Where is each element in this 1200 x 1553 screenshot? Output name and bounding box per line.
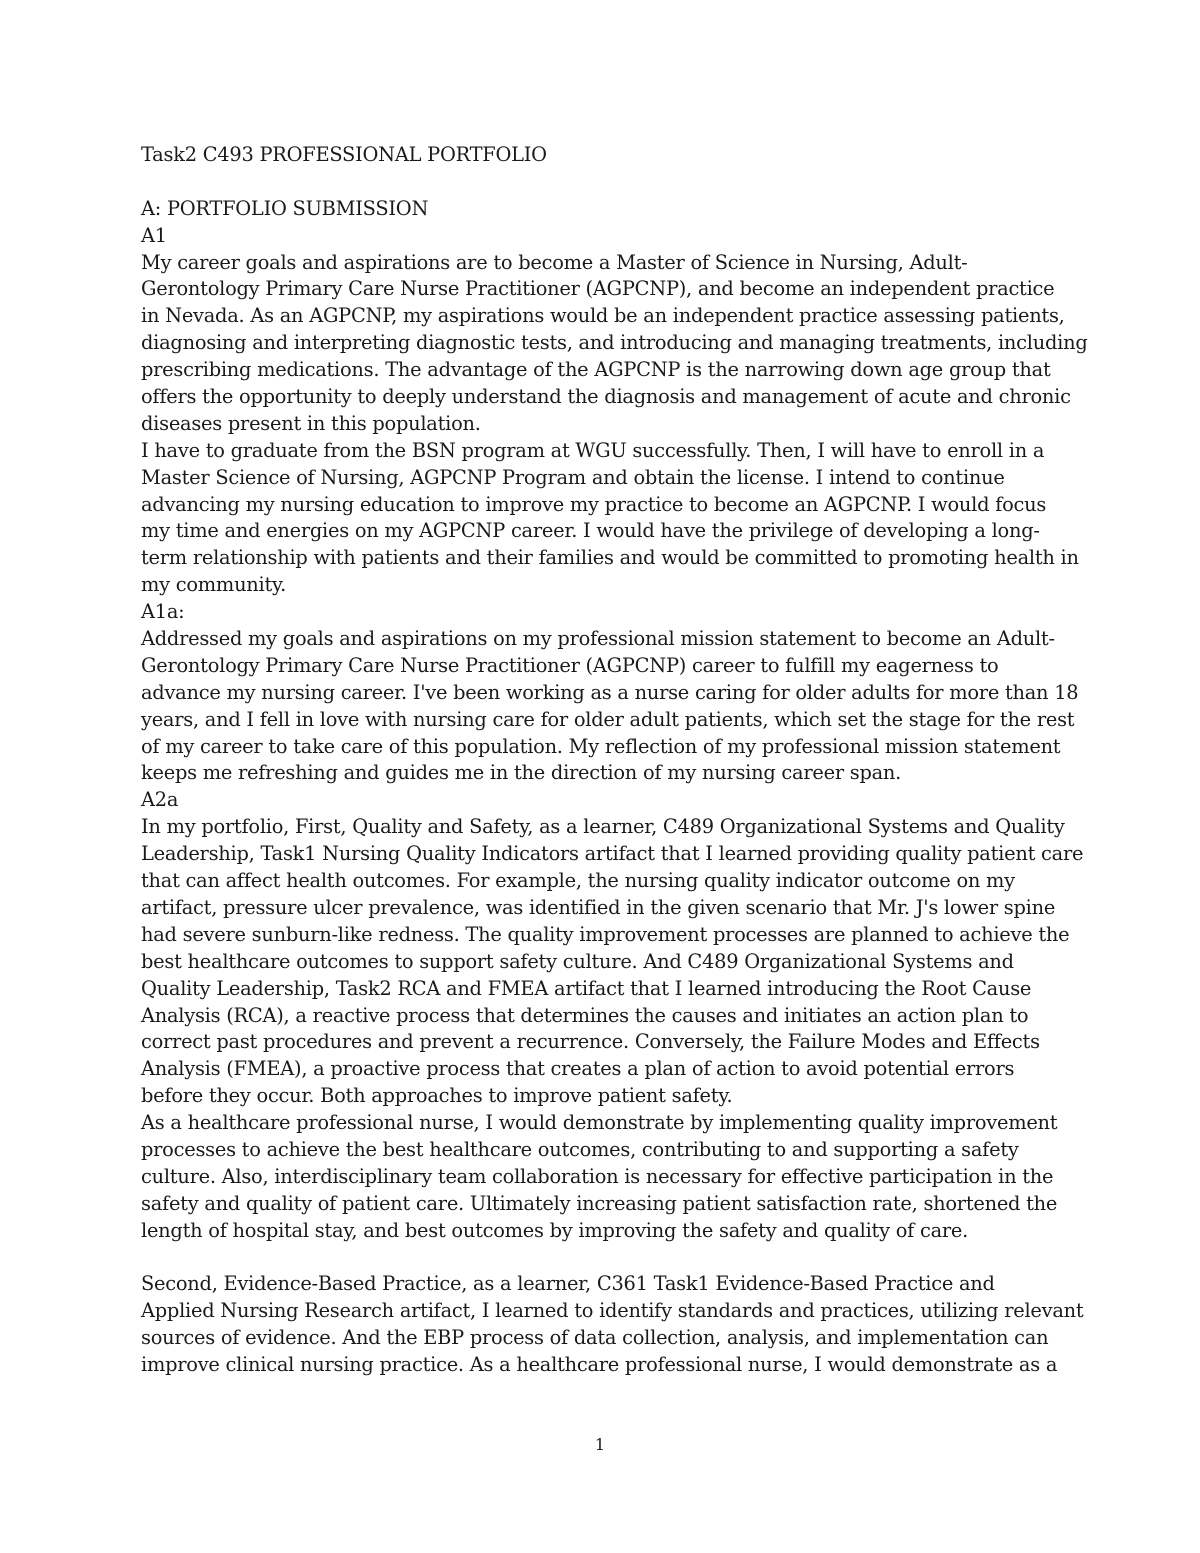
text-line: diseases present in this population. <box>141 411 481 435</box>
text-line: best healthcare outcomes to support safety culture. And C489 Organizational Systems and <box>141 949 1014 973</box>
text-line: Second, Evidence-Based Practice, as a learner, C361 Task1 Evidence-Based Practice and <box>141 1272 995 1296</box>
text-line: offers the opportunity to deeply understand the diagnosis and management of acute and chronic <box>141 385 1071 409</box>
text-line: culture. Also, interdisciplinary team collaboration is necessary for effective participation in the <box>141 1164 1054 1188</box>
text-line: Applied Nursing Research artifact, I learned to identify standards and practices, utilizing relevant <box>141 1299 1084 1323</box>
text-line: safety and quality of patient care. Ultimately increasing patient satisfaction rate, shortened the <box>141 1191 1058 1215</box>
text-line: of my career to take care of this population. My reflection of my professional mission statement <box>141 734 1061 758</box>
a2a-paragraph-3 <box>141 1271 1084 1379</box>
text-line: prescribing medications. The advantage of the AGPCNP is the narrowing down age group that <box>141 358 1051 382</box>
text-line: in Nevada. As an AGPCNP, my aspirations would be an independent practice assessing patients, <box>141 304 1065 328</box>
text-line: term relationship with patients and their families and would be committed to promoting health in <box>141 546 1079 570</box>
text-line: Master Science of Nursing, AGPCNP Program and obtain the license. I intend to continue <box>141 465 1005 489</box>
a1-paragraph-1 <box>141 250 1088 438</box>
text-line: Leadership, Task1 Nursing Quality Indicators artifact that I learned providing quality patient care <box>141 842 1084 866</box>
text-line: advance my nursing career. I've been working as a nurse caring for older adults for more than 18 <box>141 680 1079 704</box>
blank-line <box>141 1245 1061 1272</box>
a2a-paragraph-1 <box>141 814 1084 1110</box>
section-label-a2a: A2a <box>141 788 179 812</box>
a1a-paragraph <box>141 626 1079 787</box>
document-body <box>141 142 1088 1379</box>
text-line: Quality Leadership, Task2 RCA and FMEA artifact that I learned introducing the Root Cause <box>141 976 1032 1000</box>
text-line: improve clinical nursing practice. As a healthcare professional nurse, I would demonstrate as a <box>141 1353 1058 1377</box>
text-line: As a healthcare professional nurse, I would demonstrate by implementing quality improvement <box>141 1111 1058 1135</box>
text-line: length of hospital stay, and best outcomes by improving the safety and quality of care. <box>141 1218 969 1242</box>
text-line: before they occur. Both approaches to improve patient safety. <box>141 1084 733 1108</box>
text-line: Gerontology Primary Care Nurse Practitioner (AGPCNP) career to fulfill my eagerness to <box>141 653 999 677</box>
text-line: processes to achieve the best healthcare outcomes, contributing to and supporting a safety <box>141 1137 1019 1161</box>
text-line: Analysis (FMEA), a proactive process that creates a plan of action to avoid potential errors <box>141 1057 1015 1081</box>
text-line: I have to graduate from the BSN program at WGU successfully. Then, I will have to enroll in a <box>141 438 1045 462</box>
text-line: diagnosing and interpreting diagnostic tests, and introducing and managing treatments, including <box>141 331 1088 355</box>
text-line: my community. <box>141 573 287 597</box>
text-line: years, and I fell in love with nursing care for older adult patients, which set the stage for the rest <box>141 707 1075 731</box>
text-line: My career goals and aspirations are to become a Master of Science in Nursing, Adult- <box>141 250 968 274</box>
text-line: Gerontology Primary Care Nurse Practitioner (AGPCNP), and become an independent practice <box>141 277 1055 301</box>
page-number: 1 <box>594 1435 606 1454</box>
a2a-paragraph-2 <box>141 1110 1061 1244</box>
document-title: Task2 C493 PROFESSIONAL PORTFOLIO <box>141 143 547 166</box>
text-line: had severe sunburn-like redness. The quality improvement processes are planned to achieve the <box>141 922 1070 946</box>
section-label-a1: A1 <box>141 223 167 247</box>
text-line: artifact, pressure ulcer prevalence, was identified in the given scenario that Mr. J's lower spine <box>141 895 1056 919</box>
text-line: that can affect health outcomes. For example, the nursing quality indicator outcome on my <box>141 869 1015 893</box>
text-line: my time and energies on my AGPCNP career. I would have the privilege of developing a long- <box>141 519 1040 543</box>
section-label-a1a: A1a: <box>141 600 185 624</box>
a1-paragraph-2 <box>141 438 1079 599</box>
text-line: advancing my nursing education to improve my practice to become an AGPCNP. I would focus <box>141 492 1047 516</box>
blank-line <box>141 169 1061 196</box>
text-line: Analysis (RCA), a reactive process that determines the causes and initiates an action plan to <box>141 1003 1029 1027</box>
text-line: In my portfolio, First, Quality and Safety, as a learner, C489 Organizational Systems and Quality <box>141 815 1065 839</box>
text-line: sources of evidence. And the EBP process of data collection, analysis, and implementation can <box>141 1326 1049 1350</box>
text-line: correct past procedures and prevent a recurrence. Conversely, the Failure Modes and Effects <box>141 1030 1040 1054</box>
text-line: keeps me refreshing and guides me in the direction of my nursing career span. <box>141 761 902 785</box>
text-line: Addressed my goals and aspirations on my professional mission statement to become an Adult- <box>141 627 1055 651</box>
section-heading: A: PORTFOLIO SUBMISSION <box>141 196 429 220</box>
